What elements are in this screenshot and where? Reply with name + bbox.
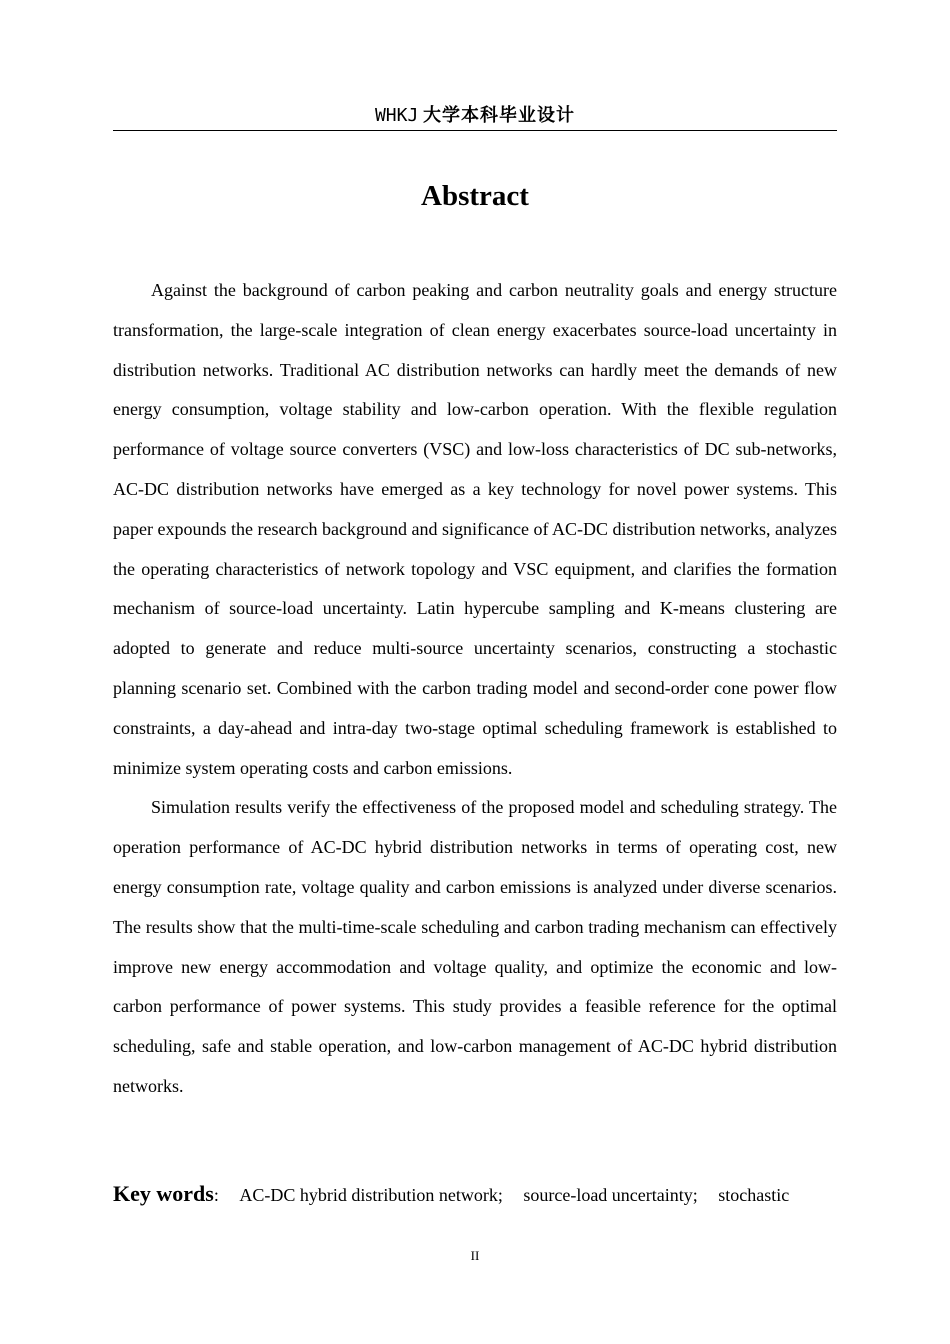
keyword-item: source-load uncertainty; — [523, 1185, 698, 1205]
header-university-code: WHKJ — [374, 105, 419, 126]
abstract-body — [113, 271, 837, 1107]
header-rule — [113, 130, 837, 131]
keywords-separator: : — [213, 1185, 219, 1205]
keywords-line — [113, 1176, 837, 1213]
keyword-item: stochastic — [718, 1185, 790, 1205]
abstract-title: Abstract — [421, 180, 529, 212]
page-number: II — [470, 1248, 480, 1263]
abstract-paragraph-1: Against the background of carbon peaking and carbon neutrality goals and energy structure transformation, the large-scale integration of clean energy exacerbates source-load uncertainty in distribution networks. Traditional AC distribution networks can hardly meet the demands of new energy consumption, voltage stability and low-carbon operation. With the flexible regulation performance of voltage source converters (VSC) and low-loss characteristics of DC sub-networks, AC-DC distribution networks have emerged as a key technology for novel power systems. This paper expounds the research background and significance of AC-DC distribution networks, analyzes the operating characteristics of network topology and VSC equipment, and clarifies the formation mechanism of source-load uncertainty. Latin hypercube sampling and K-means clustering are adopted to generate and reduce multi-source uncertainty scenarios, constructing a stochastic planning scenario set. Combined with the carbon trading model and second-order cone power flow constraints, a day-ahead and intra-day two-stage optimal scheduling framework is established to minimize system operating costs and carbon emissions. — [113, 280, 837, 778]
keywords-label: Key words — [113, 1181, 214, 1206]
keyword-item: AC-DC hybrid distribution network; — [239, 1185, 503, 1205]
header-thesis-label: 大学本科毕业设计 — [423, 105, 576, 126]
abstract-paragraph-2: Simulation results verify the effectiveness of the proposed model and scheduling strategy. The operation performance of AC-DC hybrid distribution networks in terms of operating cost, new energy consumption rate, voltage quality and carbon emissions is analyzed under diverse scenarios. The results show that the multi-time-scale scheduling and carbon trading mechanism can effectively improve new energy accommodation and voltage quality, and optimize the economic and low-carbon performance of power systems. This study provides a feasible reference for the optimal scheduling, safe and stable operation, and low-carbon management of AC-DC hybrid distribution networks. — [113, 797, 837, 1096]
running-header — [113, 103, 837, 129]
